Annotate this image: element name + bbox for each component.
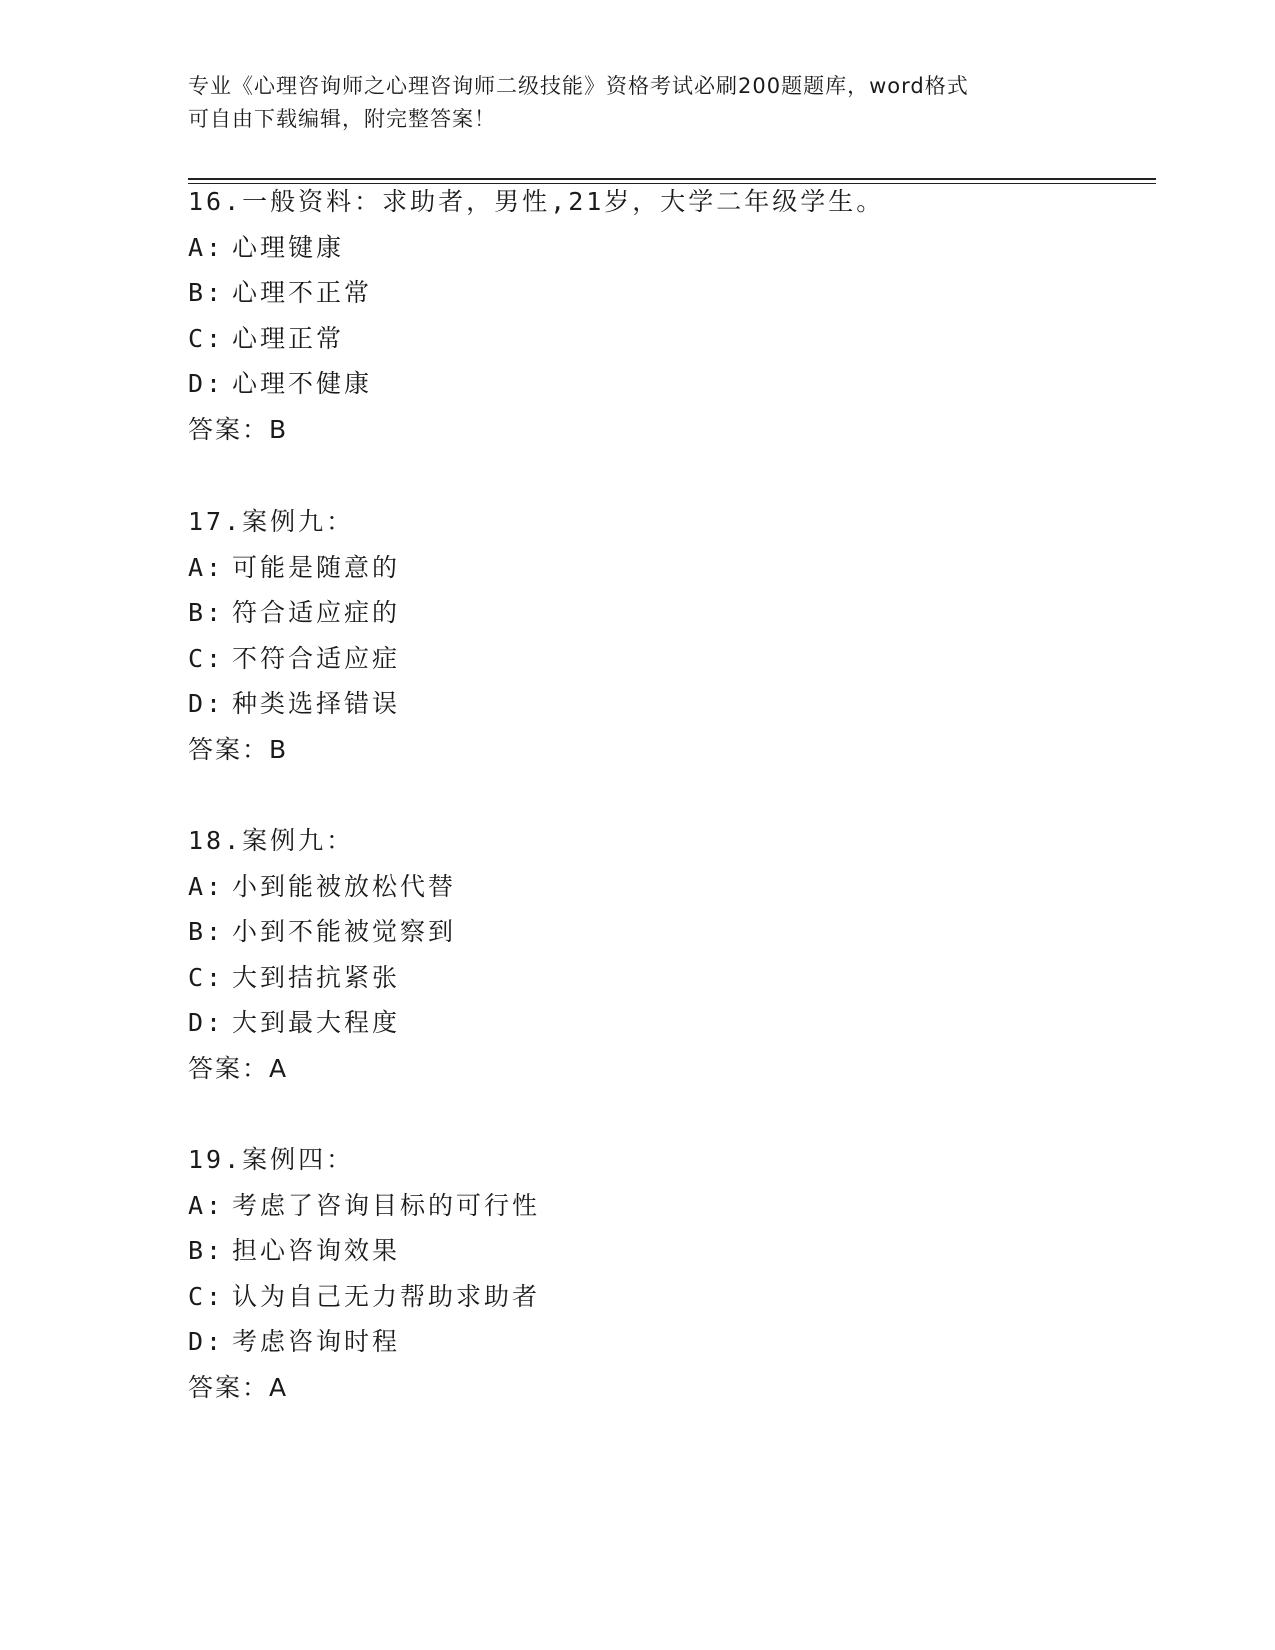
- option-text: 担心咨询效果: [232, 1236, 401, 1266]
- question-block-16: [188, 179, 1088, 453]
- header-line-2: 可自由下载编辑，附完整答案！: [188, 107, 496, 131]
- option-d: [188, 1319, 1088, 1365]
- question-stem: 17.案例九：: [188, 507, 355, 536]
- answer-label: 答案：B: [188, 734, 289, 764]
- option-text: 可能是随意的: [232, 552, 401, 582]
- question-stem: 19.案例四：: [188, 1145, 355, 1174]
- option-key: C:: [188, 962, 225, 992]
- answer-label: 答案：B: [188, 414, 289, 444]
- option-key: B:: [188, 917, 225, 947]
- option-b: [188, 1228, 1088, 1274]
- option-text: 大到最大程度: [232, 1008, 401, 1038]
- option-key: D:: [188, 369, 225, 399]
- option-text: 符合适应症的: [232, 598, 401, 628]
- option-key: C:: [188, 643, 225, 673]
- option-d: [188, 1000, 1088, 1046]
- option-text: 心理不健康: [232, 369, 373, 399]
- option-a: [188, 225, 1088, 271]
- option-d: [188, 361, 1088, 407]
- option-text: 心理键康: [232, 232, 345, 262]
- option-text: 小到不能被觉察到: [232, 917, 457, 947]
- option-text: 认为自己无力帮助求助者: [232, 1281, 541, 1311]
- option-b: [188, 590, 1088, 636]
- option-key: D:: [188, 1327, 225, 1357]
- option-text: 大到拮抗紧张: [232, 962, 401, 992]
- option-d: [188, 681, 1088, 727]
- option-c: [188, 316, 1088, 362]
- option-text: 心理正常: [232, 323, 345, 353]
- answer-label: 答案：A: [188, 1053, 289, 1083]
- document-header: [188, 70, 1088, 136]
- option-a: [188, 545, 1088, 591]
- option-key: B:: [188, 1236, 225, 1266]
- option-key: D:: [188, 689, 225, 719]
- option-c: [188, 636, 1088, 682]
- option-key: C:: [188, 323, 225, 353]
- option-key: A:: [188, 871, 225, 901]
- option-key: B:: [188, 278, 225, 308]
- question-block-18: [188, 818, 1088, 1092]
- option-text: 小到能被放松代替: [232, 871, 457, 901]
- question-block-19: [188, 1137, 1088, 1411]
- question-stem: 16.一般资料：求助者，男性,21岁，大学二年级学生。: [188, 187, 885, 216]
- option-text: 种类选择错误: [232, 689, 401, 719]
- option-key: A:: [188, 1190, 225, 1220]
- option-c: [188, 1274, 1088, 1320]
- option-text: 考虑咨询时程: [232, 1327, 401, 1357]
- option-text: 心理不正常: [232, 278, 373, 308]
- option-key: B:: [188, 598, 225, 628]
- question-stem: 18.案例九：: [188, 826, 355, 855]
- question-block-17: [188, 499, 1088, 773]
- option-key: D:: [188, 1008, 225, 1038]
- header-line-1: 专业《心理咨询师之心理咨询师二级技能》资格考试必刷200题题库，word格式: [188, 74, 969, 98]
- option-c: [188, 955, 1088, 1001]
- option-text: 不符合适应症: [232, 643, 401, 673]
- option-a: [188, 864, 1088, 910]
- option-key: A:: [188, 232, 225, 262]
- answer-label: 答案：A: [188, 1372, 289, 1402]
- option-key: A:: [188, 552, 225, 582]
- option-b: [188, 270, 1088, 316]
- option-a: [188, 1183, 1088, 1229]
- option-key: C:: [188, 1281, 225, 1311]
- option-b: [188, 909, 1088, 955]
- option-text: 考虑了咨询目标的可行性: [232, 1190, 541, 1220]
